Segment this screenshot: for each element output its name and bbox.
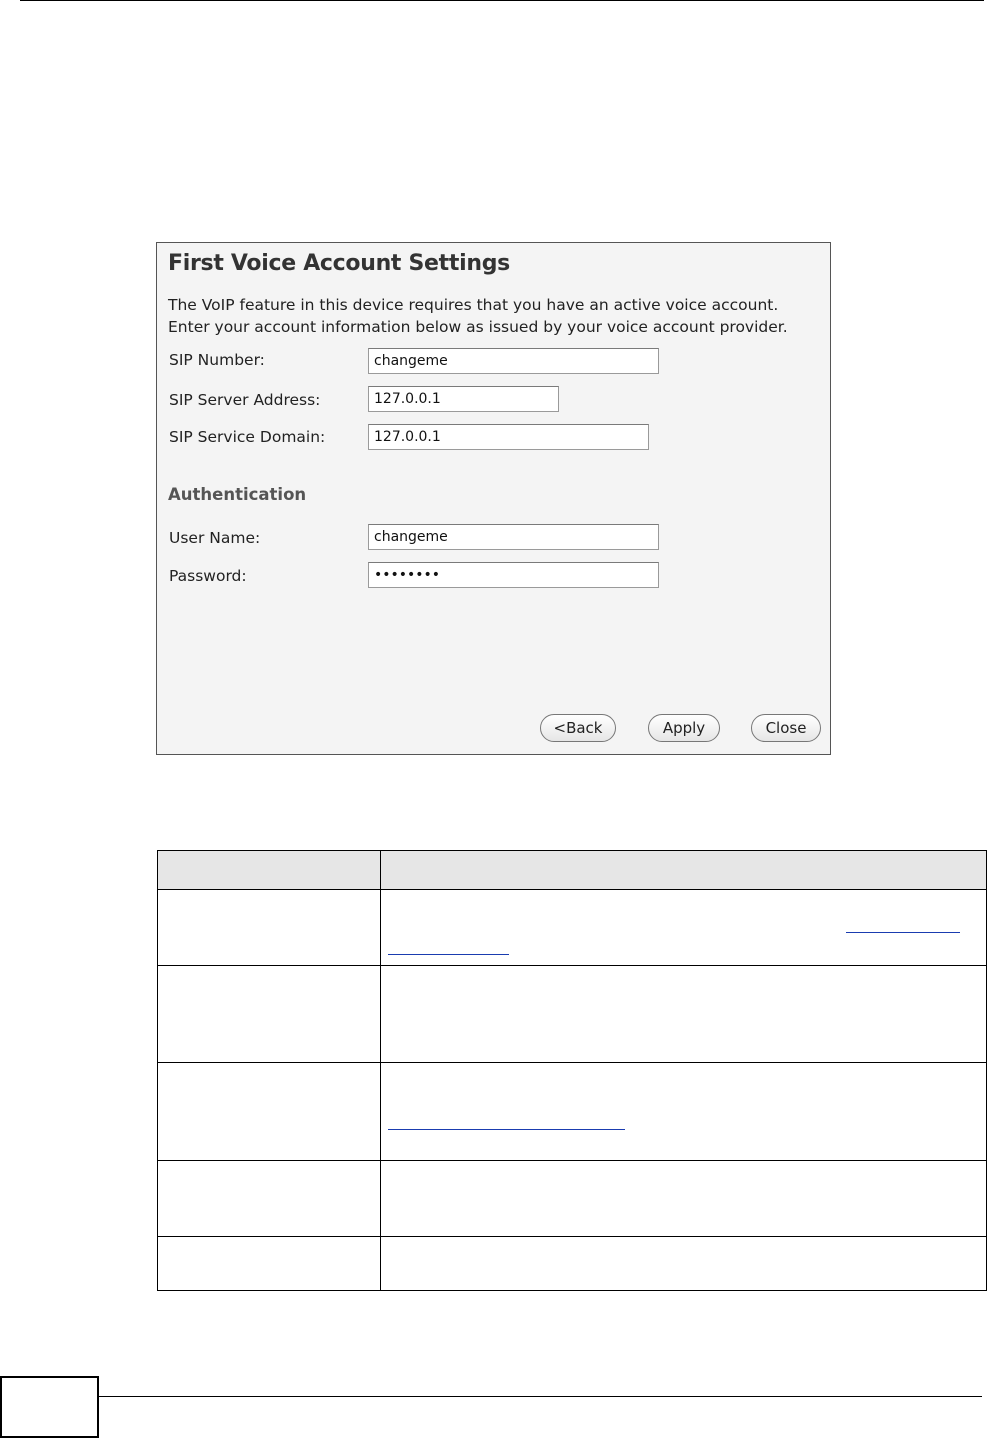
table-row: [158, 1160, 986, 1236]
field-description-table: [157, 850, 987, 1291]
apply-button[interactable]: Apply: [648, 714, 720, 742]
password-input[interactable]: [368, 562, 659, 588]
password-label: Password:: [169, 567, 247, 585]
user-name-input[interactable]: [368, 524, 659, 550]
link-underline[interactable]: [388, 954, 509, 955]
description-line-2: Enter your account information below as issued by your voice account provider.: [168, 318, 788, 336]
user-name-label: User Name:: [169, 529, 261, 547]
sip-service-domain-label: SIP Service Domain:: [169, 428, 326, 446]
sip-number-input[interactable]: [368, 348, 659, 374]
footer-rule: [0, 1396, 982, 1397]
description-line-1: The VoIP feature in this device requires that you have an active voice account.: [168, 296, 779, 314]
table-row: [158, 965, 986, 1062]
table-column-divider: [380, 851, 381, 1290]
sip-number-label: SIP Number:: [169, 351, 265, 369]
sip-server-address-label: SIP Server Address:: [169, 391, 321, 409]
sip-server-address-input[interactable]: [368, 386, 559, 412]
page-number-box: [0, 1376, 99, 1438]
table-header-row: [158, 851, 986, 889]
sip-service-domain-input[interactable]: [368, 424, 649, 450]
first-voice-account-dialog: [156, 242, 831, 755]
table-row: [158, 889, 986, 965]
table-row: [158, 1236, 986, 1290]
close-button[interactable]: Close: [751, 714, 821, 742]
authentication-heading: Authentication: [168, 485, 307, 504]
dialog-description: [168, 294, 788, 338]
link-underline[interactable]: [388, 1129, 625, 1130]
table-row: [158, 1062, 986, 1160]
link-underline[interactable]: [846, 932, 960, 933]
back-button[interactable]: <Back: [540, 714, 616, 742]
dialog-title: First Voice Account Settings: [168, 251, 510, 276]
page-top-rule: [20, 0, 984, 1]
